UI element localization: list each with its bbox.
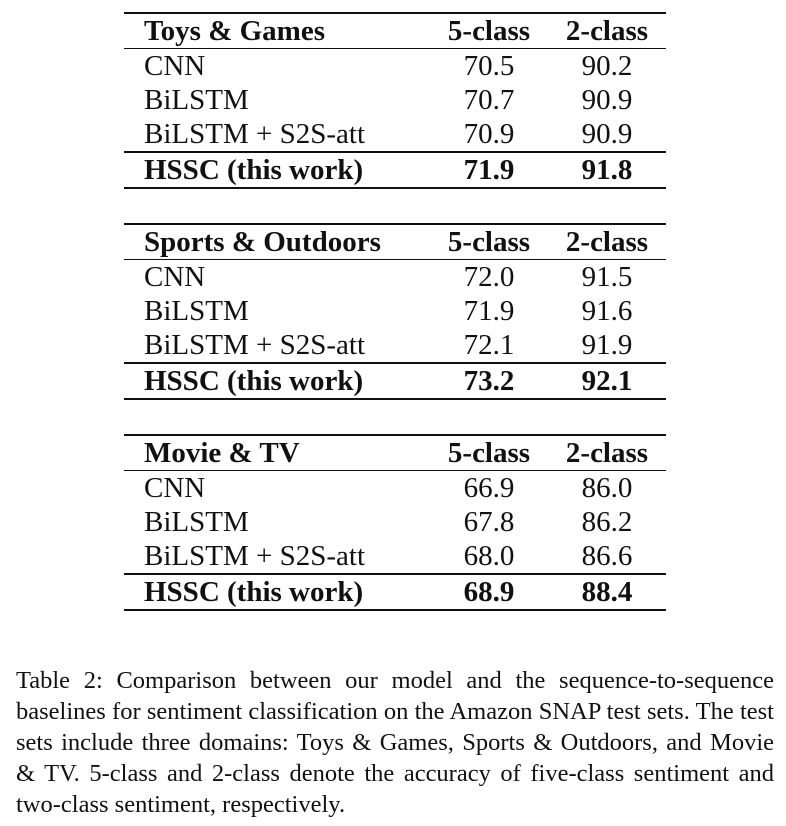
two-class-score: 90.9 bbox=[581, 84, 633, 116]
two-class-header: 2-class bbox=[548, 435, 666, 471]
five-class-score: 72.1 bbox=[463, 329, 515, 361]
table-row bbox=[124, 539, 666, 574]
model-name: BiLSTM + S2S-att bbox=[144, 329, 365, 361]
two-class-score: 91.9 bbox=[581, 329, 633, 361]
five-class-score: 70.7 bbox=[463, 84, 515, 116]
five-class-score: 71.9 bbox=[463, 295, 515, 327]
model-name: BiLSTM bbox=[144, 506, 249, 538]
model-name: HSSC (this work) bbox=[124, 363, 430, 399]
model-name: BiLSTM bbox=[144, 295, 249, 327]
domain-header: Sports & Outdoors bbox=[124, 224, 430, 260]
five-class-score: 71.9 bbox=[430, 152, 548, 188]
two-class-score: 91.8 bbox=[548, 152, 666, 188]
model-name: HSSC (this work) bbox=[124, 574, 430, 610]
table-row bbox=[124, 260, 666, 295]
model-name: HSSC (this work) bbox=[124, 152, 430, 188]
table-row-best bbox=[124, 363, 666, 399]
two-class-score: 86.2 bbox=[581, 506, 633, 538]
model-name: BiLSTM bbox=[144, 84, 249, 116]
table-row bbox=[124, 328, 666, 363]
two-class-header: 2-class bbox=[548, 13, 666, 49]
table-header-row bbox=[124, 13, 666, 49]
five-class-header: 5-class bbox=[430, 13, 548, 49]
table-row bbox=[124, 505, 666, 539]
two-class-score: 86.6 bbox=[581, 540, 633, 572]
two-class-score: 92.1 bbox=[548, 363, 666, 399]
two-class-score: 91.6 bbox=[581, 295, 633, 327]
two-class-header: 2-class bbox=[548, 224, 666, 260]
table-row-best bbox=[124, 152, 666, 188]
model-name: CNN bbox=[144, 472, 206, 504]
table-row bbox=[124, 471, 666, 506]
five-class-header: 5-class bbox=[430, 435, 548, 471]
results-tables bbox=[124, 12, 666, 645]
five-class-score: 70.5 bbox=[463, 50, 515, 82]
two-class-score: 90.9 bbox=[581, 118, 633, 150]
five-class-score: 70.9 bbox=[463, 118, 515, 150]
table-row bbox=[124, 83, 666, 117]
five-class-score: 68.9 bbox=[430, 574, 548, 610]
model-name: BiLSTM + S2S-att bbox=[144, 118, 365, 150]
five-class-score: 72.0 bbox=[463, 261, 515, 293]
model-name: BiLSTM + S2S-att bbox=[144, 540, 365, 572]
five-class-score: 67.8 bbox=[463, 506, 515, 538]
table-row bbox=[124, 294, 666, 328]
two-class-score: 86.0 bbox=[581, 472, 633, 504]
table-header-row bbox=[124, 224, 666, 260]
domain-header: Movie & TV bbox=[124, 435, 430, 471]
table-header-row bbox=[124, 435, 666, 471]
results-table-toys-games bbox=[124, 12, 666, 189]
five-class-score: 73.2 bbox=[430, 363, 548, 399]
five-class-score: 66.9 bbox=[463, 472, 515, 504]
five-class-score: 68.0 bbox=[463, 540, 515, 572]
model-name: CNN bbox=[144, 261, 206, 293]
table-row bbox=[124, 117, 666, 152]
five-class-header: 5-class bbox=[430, 224, 548, 260]
domain-header: Toys & Games bbox=[124, 13, 430, 49]
table-caption: Table 2: Comparison between our model and the sequence-to-sequence baselines for sentiment classification on the Amazon SNAP test sets. The test sets include three domains: Toys & Games, Sports & Outdoors, and Movie & TV. 5-class and 2-class denote the accuracy of five-class sentiment and two-class sentiment, respectively. bbox=[16, 666, 774, 818]
two-class-score: 88.4 bbox=[548, 574, 666, 610]
two-class-score: 91.5 bbox=[581, 261, 633, 293]
two-class-score: 90.2 bbox=[581, 50, 633, 82]
model-name: CNN bbox=[144, 50, 206, 82]
table-row bbox=[124, 49, 666, 84]
table-row-best bbox=[124, 574, 666, 610]
results-table-movie-tv bbox=[124, 434, 666, 611]
results-table-sports-outdoors bbox=[124, 223, 666, 400]
